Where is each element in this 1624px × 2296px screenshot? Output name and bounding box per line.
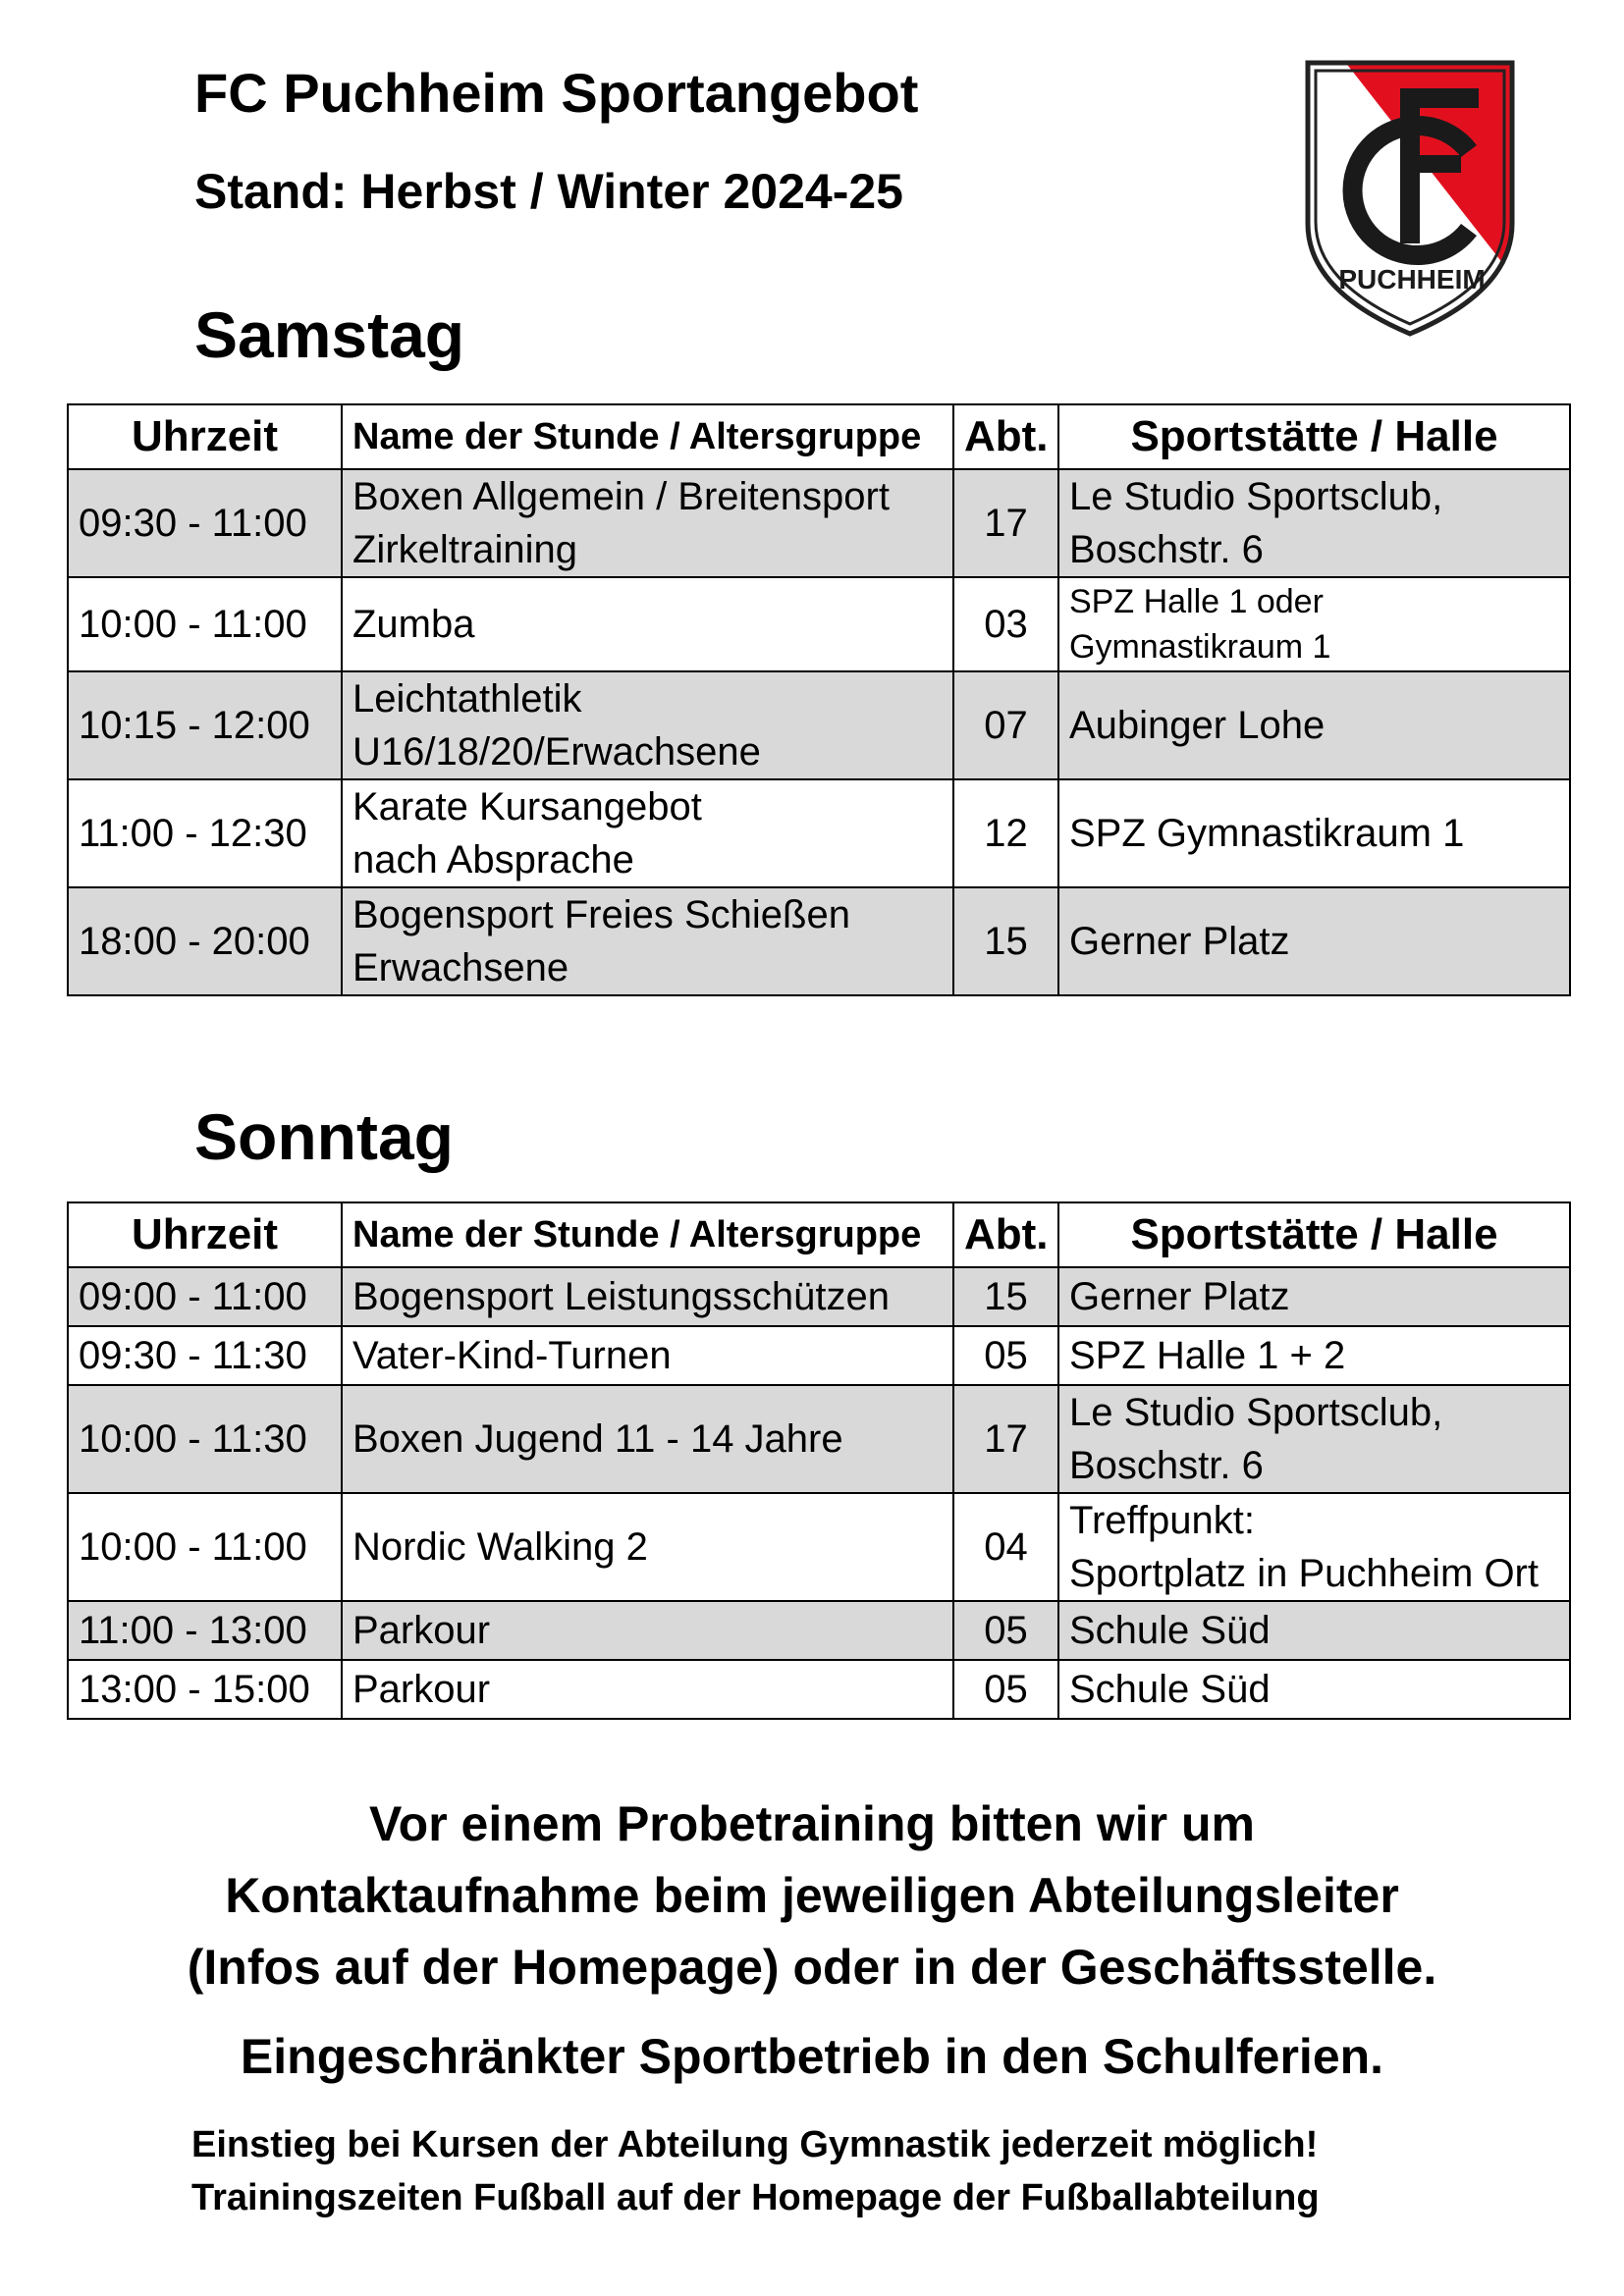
name-line: nach Absprache	[352, 838, 634, 881]
info-notice	[191, 2118, 1320, 2224]
cell-name	[342, 1326, 953, 1385]
table-row	[68, 1660, 1570, 1719]
table-header-row	[68, 1202, 1570, 1267]
cell-abt: 05	[953, 1660, 1058, 1719]
place-line: Boschstr. 6	[1069, 528, 1264, 571]
schulferien-notice: Eingeschränkter Sportbetrieb in den Schulferien.	[240, 2029, 1384, 2084]
cell-time: 11:00 - 13:00	[68, 1601, 342, 1660]
table-row	[68, 1326, 1570, 1385]
place-line: SPZ Halle 1 oder	[1069, 583, 1324, 620]
col-header-abt: Abt.	[953, 404, 1058, 469]
cell-place	[1058, 1660, 1570, 1719]
name-line: Leichtathletik	[352, 677, 582, 721]
name-line: Boxen Jugend 11 - 14 Jahre	[352, 1417, 843, 1461]
place-line: Boschstr. 6	[1069, 1444, 1264, 1487]
place-line: SPZ Gymnastikraum 1	[1069, 812, 1465, 855]
cell-place	[1058, 671, 1570, 779]
place-line: Gerner Platz	[1069, 920, 1290, 963]
col-header-abt: Abt.	[953, 1202, 1058, 1267]
cell-abt: 17	[953, 469, 1058, 577]
name-line: Zirkeltraining	[352, 528, 577, 571]
col-header-name: Name der Stunde / Altersgruppe	[342, 1202, 953, 1267]
place-line: Sportplatz in Puchheim Ort	[1069, 1552, 1539, 1595]
cell-time: 13:00 - 15:00	[68, 1660, 342, 1719]
page-subtitle: Stand: Herbst / Winter 2024-25	[194, 164, 903, 219]
notice-line: Einstieg bei Kursen der Abteilung Gymnastik jederzeit möglich!	[191, 2124, 1319, 2165]
name-line: Vater-Kind-Turnen	[352, 1334, 672, 1377]
name-line: Boxen Allgemein / Breitensport	[352, 475, 890, 518]
cell-place	[1058, 469, 1570, 577]
cell-time: 10:00 - 11:00	[68, 577, 342, 671]
cell-time: 09:30 - 11:00	[68, 469, 342, 577]
cell-time: 09:00 - 11:00	[68, 1267, 342, 1326]
cell-abt: 03	[953, 577, 1058, 671]
place-line: Treffpunkt:	[1069, 1499, 1255, 1542]
cell-name	[342, 671, 953, 779]
logo-text: PUCHHEIM	[1338, 264, 1486, 294]
cell-place	[1058, 577, 1570, 671]
cell-time: 10:15 - 12:00	[68, 671, 342, 779]
table-row	[68, 1385, 1570, 1493]
col-header-place: Sportstätte / Halle	[1058, 404, 1570, 469]
table-row	[68, 577, 1570, 671]
table-row	[68, 887, 1570, 995]
name-line: Karate Kursangebot	[352, 785, 702, 828]
place-line: Le Studio Sportsclub,	[1069, 475, 1443, 518]
cell-name	[342, 1493, 953, 1601]
cell-abt: 07	[953, 671, 1058, 779]
col-header-time: Uhrzeit	[68, 1202, 342, 1267]
place-line: SPZ Halle 1 + 2	[1069, 1334, 1346, 1377]
cell-time: 09:30 - 11:30	[68, 1326, 342, 1385]
heading-samstag: Samstag	[194, 298, 465, 371]
name-line: Bogensport Leistungsschützen	[352, 1275, 891, 1318]
name-line: Zumba	[352, 603, 475, 646]
notice-line: Kontaktaufnahme beim jeweiligen Abteilungsleiter	[225, 1868, 1399, 1923]
col-header-place: Sportstätte / Halle	[1058, 1202, 1570, 1267]
cell-abt: 05	[953, 1601, 1058, 1660]
cell-time: 18:00 - 20:00	[68, 887, 342, 995]
name-line: Bogensport Freies Schießen	[352, 893, 850, 936]
cell-place	[1058, 887, 1570, 995]
cell-place	[1058, 1385, 1570, 1493]
cell-place	[1058, 1267, 1570, 1326]
heading-sonntag: Sonntag	[194, 1100, 454, 1173]
cell-name	[342, 1660, 953, 1719]
schedule-table-samstag	[67, 403, 1571, 996]
table-row	[68, 779, 1570, 887]
table-row	[68, 1493, 1570, 1601]
cell-name	[342, 469, 953, 577]
table-header-row	[68, 404, 1570, 469]
col-header-time: Uhrzeit	[68, 404, 342, 469]
cell-time: 10:00 - 11:00	[68, 1493, 342, 1601]
notice-line: Vor einem Probetraining bitten wir um	[369, 1796, 1255, 1851]
place-line: Schule Süd	[1069, 1668, 1271, 1711]
name-line: Nordic Walking 2	[352, 1525, 648, 1569]
cell-place	[1058, 779, 1570, 887]
cell-place	[1058, 1326, 1570, 1385]
cell-abt: 17	[953, 1385, 1058, 1493]
cell-time: 10:00 - 11:30	[68, 1385, 342, 1493]
cell-name	[342, 1267, 953, 1326]
page-title: FC Puchheim Sportangebot	[194, 62, 919, 124]
place-line: Aubinger Lohe	[1069, 704, 1326, 747]
name-line: Erwachsene	[352, 946, 569, 989]
cell-name	[342, 779, 953, 887]
place-line: Schule Süd	[1069, 1609, 1271, 1652]
notice-line: (Infos auf der Homepage) oder in der Geschäftsstelle.	[187, 1940, 1437, 1995]
schedule-table-sonntag	[67, 1201, 1571, 1720]
name-line: U16/18/20/Erwachsene	[352, 730, 761, 774]
table-row	[68, 671, 1570, 779]
cell-place	[1058, 1493, 1570, 1601]
cell-name	[342, 887, 953, 995]
club-logo	[1302, 57, 1518, 340]
notice-line: Trainingszeiten Fußball auf der Homepage der Fußballabteilung	[191, 2177, 1320, 2218]
table-row	[68, 469, 1570, 577]
table-row	[68, 1601, 1570, 1660]
cell-name	[342, 1601, 953, 1660]
cell-abt: 15	[953, 887, 1058, 995]
name-line: Parkour	[352, 1609, 491, 1652]
place-line: Gymnastikraum 1	[1069, 628, 1331, 666]
place-line: Gerner Platz	[1069, 1275, 1290, 1318]
probetraining-notice	[0, 1789, 1624, 2003]
col-header-name: Name der Stunde / Altersgruppe	[342, 404, 953, 469]
cell-abt: 12	[953, 779, 1058, 887]
cell-name	[342, 577, 953, 671]
cell-abt: 05	[953, 1326, 1058, 1385]
table-row	[68, 1267, 1570, 1326]
cell-abt: 04	[953, 1493, 1058, 1601]
cell-place	[1058, 1601, 1570, 1660]
cell-time: 11:00 - 12:30	[68, 779, 342, 887]
place-line: Le Studio Sportsclub,	[1069, 1391, 1443, 1434]
cell-name	[342, 1385, 953, 1493]
cell-abt: 15	[953, 1267, 1058, 1326]
name-line: Parkour	[352, 1668, 491, 1711]
